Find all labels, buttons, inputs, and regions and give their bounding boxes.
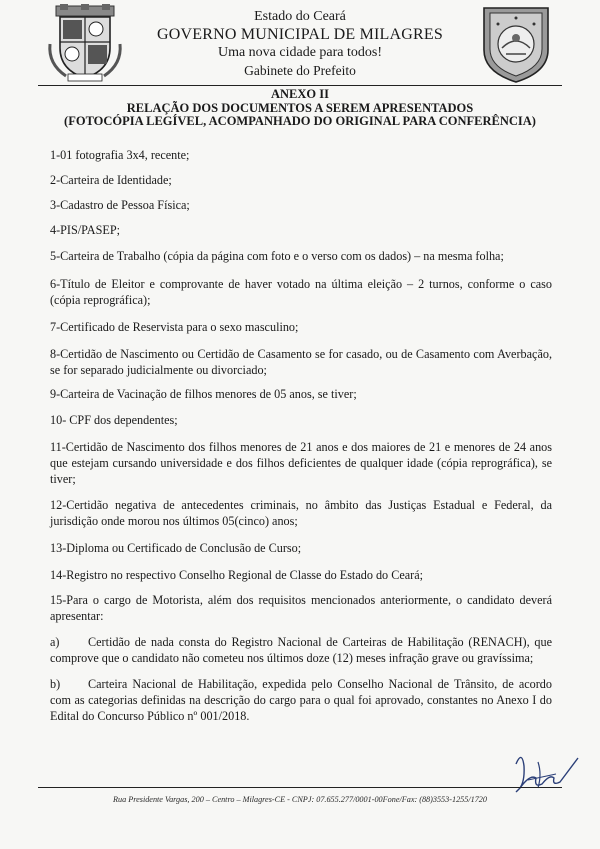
annex-label: ANEXO II <box>271 87 329 101</box>
list-item: 8-Certidão de Nascimento ou Certidão de Casamento se for casado, ou de Casamento com Averbação, se for separado judicialmente ou divorciado; <box>50 347 552 377</box>
list-item: 12-Certidão negativa de antecedentes criminais, no âmbito das Justiças Estadual e Federal, da jurisdição onde morou nos últimos 05(cinco) anos; <box>50 498 552 528</box>
list-item: 7-Certificado de Reservista para o sexo masculino; <box>50 320 299 334</box>
letterhead-text <box>130 8 470 80</box>
office-name: Gabinete do Prefeito <box>244 63 356 78</box>
sub-item-marker: a) <box>50 635 60 649</box>
government-name: GOVERNO MUNICIPAL DE MILAGRES <box>157 26 443 43</box>
sub-item-text: Carteira Nacional de Habilitação, expedida pelo Conselho Nacional de Trânsito, de acordo com as categorias definidas na descrição do cargo para o qual foi aprovado, constantes no Anexo I do Edital do Concurso Público nº 001/2018. <box>50 677 552 723</box>
signature-icon <box>508 744 584 802</box>
list-item: 4-PIS/PASEP; <box>50 223 120 237</box>
list-item: 5-Carteira de Trabalho (cópia da página com foto e o verso com os dados) – na mesma folha; <box>50 249 504 263</box>
list-item: 14-Registro no respectivo Conselho Regional de Classe do Estado do Ceará; <box>50 568 423 582</box>
sub-item-text: Certidão de nada consta do Registro Nacional de Carteiras de Habilitação (RENACH), que comprove que o candidato não cometeu nos últimos doze (12) meses infração grave ou gravíssima; <box>50 635 552 665</box>
slogan: Uma nova cidade para todos! <box>217 45 383 60</box>
list-item: 13-Diploma ou Certificado de Conclusão de Curso; <box>50 541 302 555</box>
list-item: 3-Cadastro de Pessoa Física; <box>50 198 190 212</box>
list-item: 15-Para o cargo de Motorista, além dos requisitos mencionados anteriormente, o candidato deverá apresentar: <box>50 593 552 623</box>
sub-item-marker: b) <box>50 677 61 691</box>
list-item: 9-Carteira de Vacinação de filhos menores de 05 anos, se tiver; <box>50 387 357 401</box>
list-item: 2-Carteira de Identidade; <box>50 173 172 187</box>
document-title <box>40 88 560 129</box>
list-item: 10- CPF dos dependentes; <box>50 413 178 427</box>
list-item: 11-Certidão de Nascimento dos filhos menores de 21 anos e dos maiores de 21 e menores de 24 anos que estejam cursando universidade e dos filhos deficientes de qualquer idade (cópia reprográfica), se tiver; <box>50 440 552 486</box>
footer-divider <box>38 787 562 788</box>
letterhead <box>0 0 600 92</box>
list-item: 6-Título de Eleitor e comprovante de haver votado na última eleição – 2 turnos, conforme o caso (cópia reprográfica); <box>50 277 552 307</box>
list-item: 1-01 fotografia 3x4, recente; <box>50 148 190 162</box>
state-name: Estado do Ceará <box>254 9 346 24</box>
title-line-1: RELAÇÃO DOS DOCUMENTOS A SEREM APRESENTADOS <box>126 100 474 115</box>
sub-item-b <box>50 676 552 724</box>
title-line-2: (FOTOCÓPIA LEGÍVEL, ACOMPANHADO DO ORIGINAL PARA CONFERÊNCIA) <box>64 114 536 128</box>
municipal-coat-of-arms-icon <box>46 4 124 82</box>
ceara-state-seal-icon <box>476 4 556 84</box>
header-divider <box>38 85 562 86</box>
footer-address: Rua Presidente Vargas, 200 – Centro – Milagres-CE - CNPJ: 07.655.277/0001-00Fone/Fax: (88)3553-1255/1720 <box>113 795 487 804</box>
sub-item-a <box>50 634 552 666</box>
